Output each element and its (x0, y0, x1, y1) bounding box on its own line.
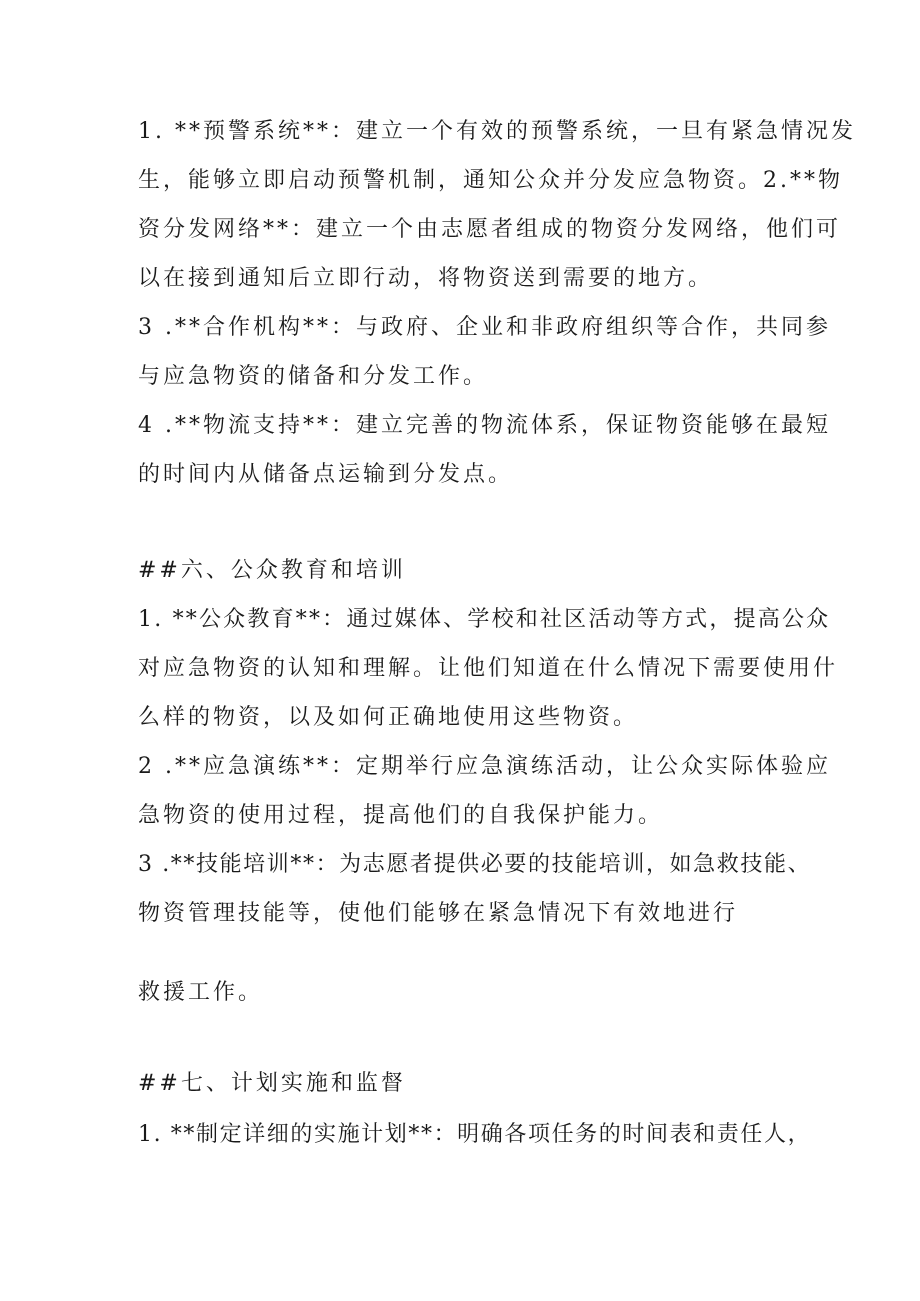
text-line: 的时间内从储备点运输到分发点。 (138, 462, 514, 487)
text-line: 物资管理技能等，使他们能够在紧急情况下有效地进行 (138, 901, 739, 926)
text-line: 资分发网络**：建立一个由志愿者组成的物资分发网络，他们可 (138, 217, 842, 242)
text-line: 3 .**技能培训**：为志愿者提供必要的技能培训，如急救技能、 (138, 852, 812, 877)
section-heading: ##六、公众教育和培训 (138, 558, 406, 583)
text-line: 1. **制定详细的实施计划**：明确各项任务的时间表和责任人， (138, 1122, 812, 1147)
text-line: 对应急物资的认知和理解。让他们知道在什么情况下需要使用什 (138, 656, 839, 681)
text-line: 救援工作。 (138, 980, 264, 1005)
text-line: 急物资的使用过程，提高他们的自我保护能力。 (138, 803, 664, 828)
text-line: 以在接到通知后立即行动，将物资送到需要的地方。 (138, 266, 714, 291)
text-line: 生，能够立即启动预警机制，通知公众并分发应急物资。2.**物 (138, 168, 843, 193)
text-line: 3 .**合作机构**：与政府、企业和非政府组织等合作，共同参 (138, 315, 831, 340)
text-line: 与应急物资的储备和分发工作。 (138, 364, 489, 389)
text-line: 么样的物资，以及如何正确地使用这些物资。 (138, 705, 639, 730)
text-line: 1. **预警系统**：建立一个有效的预警系统，一旦有紧急情况发 (138, 119, 856, 144)
section-heading: ##七、计划实施和监督 (138, 1071, 406, 1096)
text-line: 4 .**物流支持**：建立完善的物流体系，保证物资能够在最短 (138, 413, 831, 438)
text-line: 1. **公众教育**：通过媒体、学校和社区活动等方式，提高公众 (138, 607, 831, 632)
text-line: 2 .**应急演练**：定期举行应急演练活动，让公众实际体验应 (138, 754, 831, 779)
